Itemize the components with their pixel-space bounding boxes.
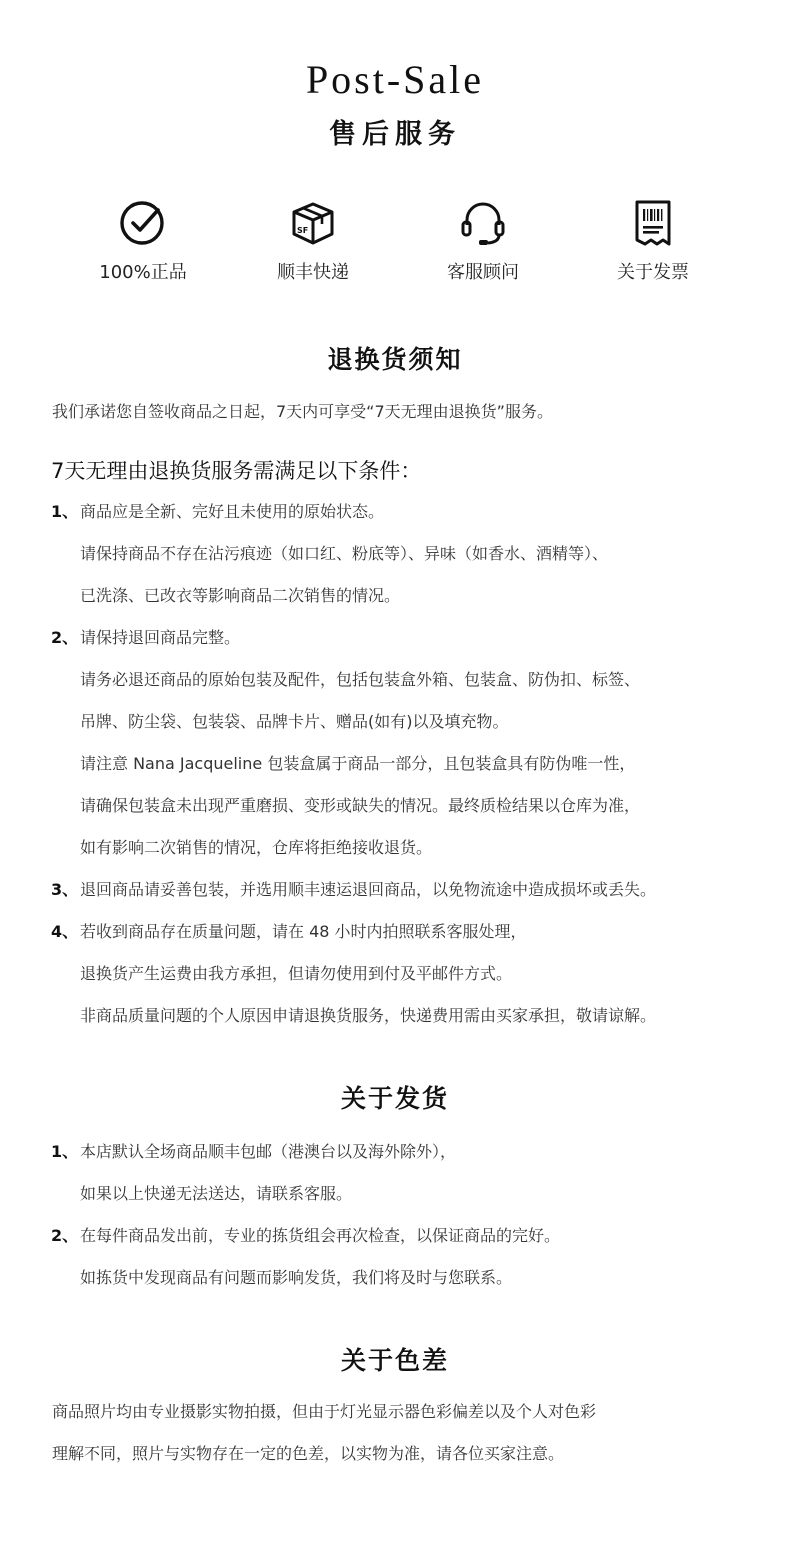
color-line: 商品照片均由专业摄影实物拍摄，但由于灯光显示器色彩偏差以及个人对色彩 xyxy=(52,1402,597,1421)
section-title-color: 关于色差 xyxy=(340,1346,449,1375)
item-number: 4、 xyxy=(51,922,79,941)
feature-label: 100%正品 xyxy=(99,262,187,283)
item-line: 若收到商品存在质量问题，请在 48 小时内拍照联系客服处理， xyxy=(80,922,527,941)
page-title-en: Post-Sale xyxy=(305,57,485,102)
section-title-shipping: 关于发货 xyxy=(340,1084,449,1113)
item-line: 商品应是全新、完好且未使用的原始状态。 xyxy=(80,502,385,521)
item-number: 2、 xyxy=(51,628,79,647)
item-line: 吊牌、防尘袋、包装袋、品牌卡片、赠品(如有)以及填充物。 xyxy=(80,712,509,731)
sf-box-icon xyxy=(288,198,338,248)
svg-text:SF: SF xyxy=(297,226,309,235)
item-line: 退换货产生运费由我方承担，但请勿使用到付及平邮件方式。 xyxy=(80,964,513,983)
receipt-icon xyxy=(628,198,678,248)
item-number: 1、 xyxy=(51,1142,79,1161)
headset-icon xyxy=(458,198,508,248)
item-number: 1、 xyxy=(51,502,79,521)
feature-label: 关于发票 xyxy=(617,262,689,283)
item-line: 非商品质量问题的个人原因申请退换货服务，快递费用需由买家承担，敬请谅解。 xyxy=(80,1006,657,1025)
item-line: 请确保包装盒未出现严重磨损、变形或缺失的情况。最终质检结果以仓库为准， xyxy=(80,796,641,815)
feature-row xyxy=(58,198,738,298)
item-line: 请保持退回商品完整。 xyxy=(80,628,241,647)
item-line: 如有影响二次销售的情况，仓库将拒绝接收退货。 xyxy=(80,838,433,857)
item-line: 如果以上快递无法送达，请联系客服。 xyxy=(80,1184,353,1203)
check-circle-icon xyxy=(118,198,168,248)
feature-invoice xyxy=(568,198,738,284)
item-line: 本店默认全场商品顺丰包邮（港澳台以及海外除外）， xyxy=(80,1142,457,1161)
conditions-title: 7天无理由退换货服务需满足以下条件： xyxy=(51,459,422,483)
item-line: 请保持商品不存在沾污痕迹（如口红、粉底等）、异味（如香水、酒精等）、 xyxy=(80,544,609,563)
feature-customer-service xyxy=(398,198,568,284)
item-line: 如拣货中发现商品有问题而影响发货，我们将及时与您联系。 xyxy=(80,1268,513,1287)
feature-label: 顺丰快递 xyxy=(277,262,349,283)
color-line: 理解不同，照片与实物存在一定的色差，以实物为准，请各位买家注意。 xyxy=(52,1444,565,1463)
item-line: 在每件商品发出前，专业的拣货组会再次检查，以保证商品的完好。 xyxy=(80,1226,561,1245)
item-line: 请务必退还商品的原始包装及配件，包括包装盒外箱、包装盒、防伪扣、标签、 xyxy=(80,670,641,689)
returns-intro: 我们承诺您自签收商品之日起，7天内可享受“7天无理由退换货”服务。 xyxy=(52,402,553,421)
item-number: 3、 xyxy=(51,880,79,899)
page-title-cn: 售后服务 xyxy=(329,119,461,150)
feature-authentic xyxy=(58,198,228,284)
section-title-returns: 退换货须知 xyxy=(327,345,463,374)
feature-label: 客服顾问 xyxy=(447,262,519,283)
item-line: 退回商品请妥善包装，并选用顺丰速运退回商品，以免物流途中造成损坏或丢失。 xyxy=(80,880,657,899)
feature-sf-express xyxy=(228,198,398,284)
item-line: 已洗涤、已改衣等影响商品二次销售的情况。 xyxy=(80,586,401,605)
item-number: 2、 xyxy=(51,1226,79,1245)
item-line: 请注意 Nana Jacqueline 包装盒属于商品一部分，且包装盒具有防伪唯一性， xyxy=(80,754,636,773)
